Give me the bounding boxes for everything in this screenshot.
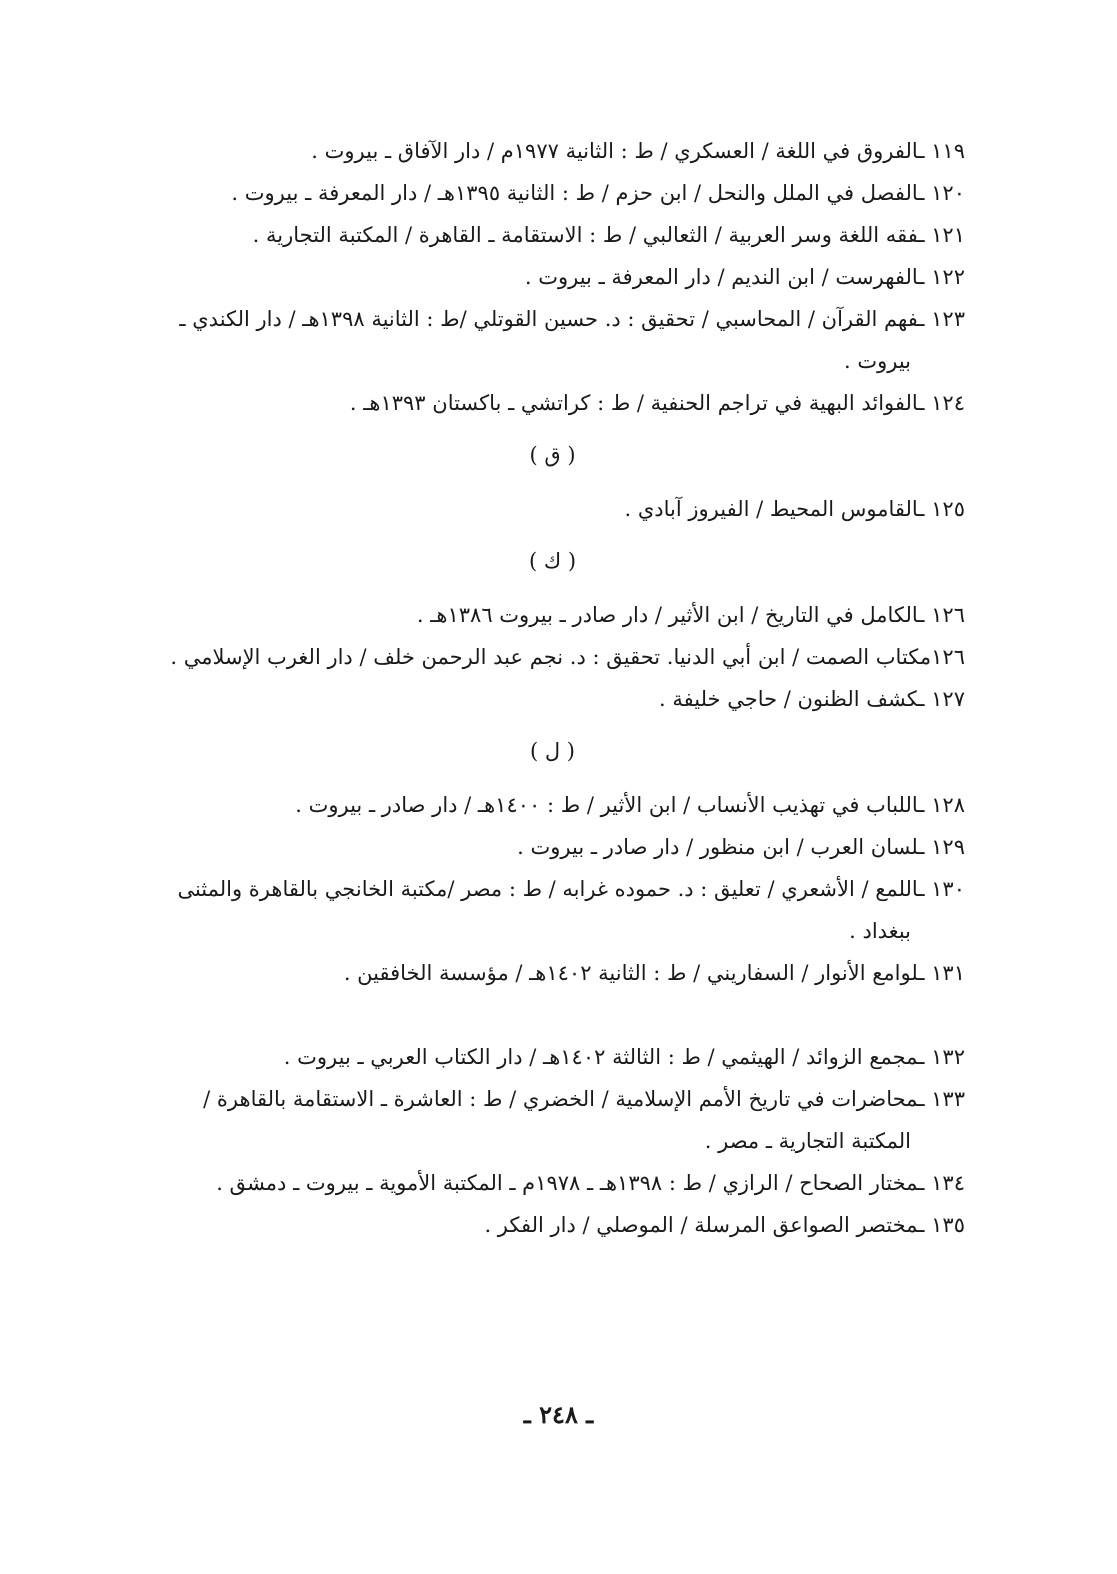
- entry-127: [140, 678, 965, 720]
- section-heading-lam: ( ل ): [530, 739, 575, 763]
- entry-126: [140, 594, 965, 636]
- entry-text: ـالفوائد البهية في تراجم الحنفية / ط : كراتشي ـ باكستان ١٣٩٣هـ .: [349, 391, 925, 415]
- entry-number: ١٢٩: [931, 835, 965, 859]
- entry-130: [140, 868, 965, 952]
- entry-number: ١٣٠: [931, 877, 965, 901]
- entry-number: ١٢٥: [931, 497, 965, 521]
- entry-number: ١٢٤: [931, 391, 965, 415]
- entry-119: [140, 130, 965, 172]
- entry-number: ١٣٢: [931, 1045, 965, 1069]
- entry-text: ـمجمع الزوائد / الهيثمي / ط : الثالثة ١٤٠٢هـ / دار الكتاب العربي ـ بيروت .: [283, 1045, 925, 1069]
- entry-122: [140, 256, 965, 298]
- entry-text: كتاب الصمت / ابن أبي الدنيا. تحقيق : د. نجم عبد الرحمن خلف / دار الغرب الإسلامي .: [170, 645, 920, 669]
- entry-text: ـالفهرست / ابن النديم / دار المعرفة ـ بيروت .: [524, 265, 925, 289]
- entry-text: ـمختار الصحاح / الرازي / ط : ١٣٩٨هـ ـ ١٩٧٨م ـ المكتبة الأموية ـ بيروت ـ دمشق .: [216, 1171, 925, 1195]
- entry-text: ـلسان العرب / ابن منظور / دار صادر ـ بيروت .: [517, 835, 925, 859]
- entry-124: [140, 382, 965, 424]
- entry-text: ـمختصر الصواعق المرسلة / الموصلي / دار الفكر .: [484, 1213, 925, 1237]
- entry-text: ـالفصل في الملل والنحل / ابن حزم / ط : الثانية ١٣٩٥هـ / دار المعرفة ـ بيروت .: [231, 181, 925, 205]
- entry-135: [140, 1204, 965, 1246]
- entry-list-qaf: [140, 488, 965, 530]
- entry-list-fa: [140, 130, 965, 424]
- entry-131: [140, 952, 965, 994]
- entry-list-kaf: [140, 594, 965, 720]
- entry-text: ـالفروق في اللغة / العسكري / ط : الثانية ١٩٧٧م / دار الآفاق ـ بيروت .: [311, 139, 925, 163]
- entry-list-mim: [140, 1036, 965, 1246]
- entry-list-lam: [140, 784, 965, 994]
- entry-text: ـاللباب في تهذيب الأنساب / ابن الأثير / ط : ١٤٠٠هـ / دار صادر ـ بيروت .: [295, 793, 925, 817]
- section-heading-qaf: ( ق ): [529, 443, 576, 467]
- entry-text: ـفقه اللغة وسر العربية / الثعالبي / ط : الاستقامة ـ القاهرة / المكتبة التجارية .: [252, 223, 925, 247]
- entry-129: [140, 826, 965, 868]
- entry-text: ـمحاضرات في تاريخ الأمم الإسلامية / الخضري / ط : العاشرة ـ الاستقامة بالقاهرة / المكتبة التجارية ـ مصر .: [203, 1087, 925, 1153]
- entry-128: [140, 784, 965, 826]
- entry-number: ١٢٢: [931, 265, 965, 289]
- entry-text: ـالقاموس المحيط / الفيروز آبادي .: [624, 497, 925, 521]
- entry-133: [140, 1078, 965, 1162]
- entry-123: [140, 298, 965, 382]
- page-number: ـ ٢٤٨ ـ: [523, 1400, 594, 1429]
- entry-text: ـكشف الظنون / حاجي خليفة .: [659, 687, 925, 711]
- entry-120: [140, 172, 965, 214]
- entry-number: ١٢٦م: [919, 645, 965, 669]
- entry-number: ١٢٨: [931, 793, 965, 817]
- entry-number: ١٢٣: [931, 307, 965, 331]
- entry-number: ١١٩: [931, 139, 965, 163]
- entry-text: ـالكامل في التاريخ / ابن الأثير / دار صادر ـ بيروت ١٣٨٦هـ .: [416, 603, 925, 627]
- entry-number: ١٢٧: [931, 687, 965, 711]
- entry-text: ـفهم القرآن / المحاسبي / تحقيق : د. حسين القوتلي /ط : الثانية ١٣٩٨هـ / دار الكندي ـ بيروت .: [179, 307, 925, 373]
- entry-126m: [140, 636, 965, 678]
- entry-text: ـاللمع / الأشعري / تعليق : د. حموده غرابه / ط : مصر /مكتبة الخانجي بالقاهرة والمثنى ببغداد .: [177, 877, 925, 943]
- entry-121: [140, 214, 965, 256]
- entry-text: ـلوامع الأنوار / السفاريني / ط : الثانية ١٤٠٢هـ / مؤسسة الخافقين .: [343, 961, 925, 985]
- entry-number: ١٢٠: [931, 181, 965, 205]
- entry-number: ١٢١: [931, 223, 965, 247]
- entry-132: [140, 1036, 965, 1078]
- entry-number: ١٣٤: [931, 1171, 965, 1195]
- entry-number: ١٣٣: [931, 1087, 965, 1111]
- entry-number: ١٢٦: [931, 603, 965, 627]
- section-gap: [140, 994, 965, 1036]
- bibliography-page: [140, 130, 965, 1246]
- entry-125: [140, 488, 965, 530]
- entry-number: ١٣١: [931, 961, 965, 985]
- entry-134: [140, 1162, 965, 1204]
- section-heading-kaf: ( ك ): [528, 549, 577, 573]
- entry-number: ١٣٥: [931, 1213, 965, 1237]
